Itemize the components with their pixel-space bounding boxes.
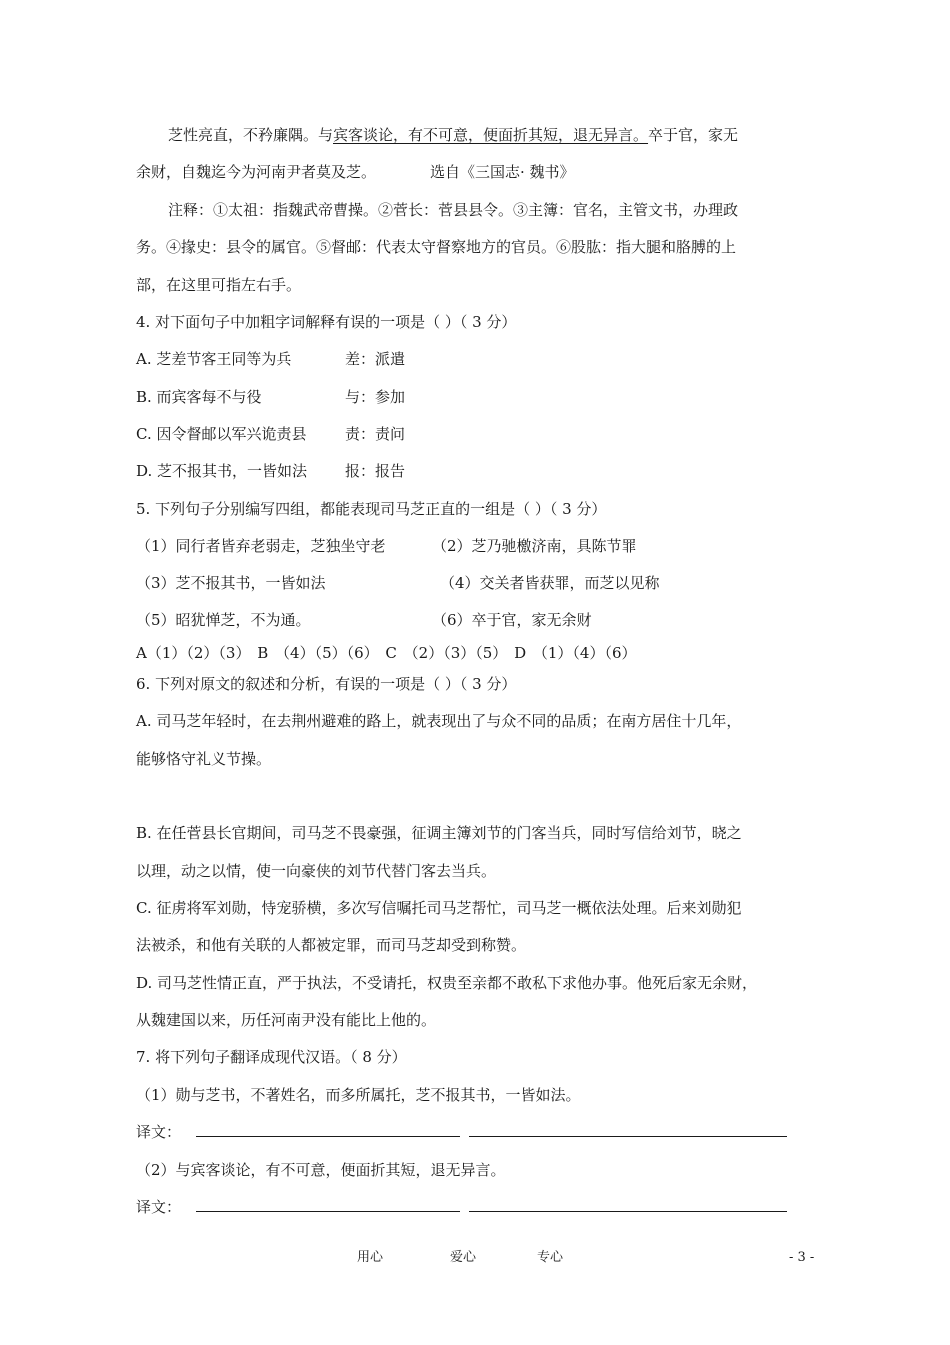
- q4-gloss-a: 差：派遣: [345, 350, 406, 368]
- answer-blank[interactable]: [469, 1122, 787, 1137]
- answer-label: 译文：: [136, 1123, 182, 1141]
- q6-option-c-line-2: 法被杀，和他有关联的人都被定罪，而司马芝却受到称赞。: [136, 936, 527, 954]
- q5-item-1: （1）同行者皆弃老弱走，芝独坐守老: [136, 537, 386, 555]
- answer-blank[interactable]: [196, 1197, 460, 1212]
- passage-line-2: 余财，自魏迄今为河南尹者莫及芝。: [136, 163, 377, 181]
- notes-line-1: 注释：①太祖：指魏武帝曹操。②菅长：菅县县令。③主簿：官名，主管文书，办理政: [168, 201, 739, 219]
- answer-blank[interactable]: [196, 1122, 460, 1137]
- answer-blank[interactable]: [469, 1197, 787, 1212]
- q5-item-3: （3）芝不报其书，一皆如法: [136, 574, 326, 592]
- page-number: - 3 -: [789, 1250, 815, 1265]
- q4-option-c: C. 因令督邮以军兴诡责县: [136, 425, 307, 443]
- q5-choices: A（1）（2）（3） B （4）（5）（6） C （2）（3）（5） D （1）（4）（6）: [136, 644, 637, 662]
- q4-gloss-c: 责：责问: [345, 425, 406, 443]
- footer-right: 专心: [537, 1250, 564, 1265]
- q4-option-a: A. 芝差节客王同等为兵: [136, 350, 292, 368]
- q7-answer-row-2: [136, 1197, 787, 1217]
- q6-option-a-line-2: 能够恪守礼义节操。: [136, 750, 272, 768]
- q7-answer-row-1: [136, 1122, 787, 1142]
- q6-option-c-line-1: C. 征虏将军刘勋，恃宠骄横，多次写信嘱托司马芝帮忙，司马芝一概依法处理。后来刘勋犯: [136, 899, 742, 917]
- passage-source: 选自《三国志· 魏书》: [430, 163, 575, 181]
- q6-option-b-line-1: B. 在任菅县长官期间，司马芝不畏豪强，征调主簿刘节的门客当兵，同时写信给刘节，晓之: [136, 824, 742, 842]
- footer-middle: 爱心: [450, 1250, 477, 1265]
- q4-stem: 4. 对下面句子中加粗字词解释有误的一项是（ ）（ 3 分）: [136, 313, 517, 331]
- q5-item-6: （6）卒于官，家无余财: [432, 611, 592, 629]
- q6-option-a-line-1: A. 司马芝年轻时，在去荆州避难的路上，就表现出了与众不同的品质；在南方居住十几年，: [136, 712, 742, 730]
- underlined-sentence: 宾客谈论，有不可意，便面折其短，退无异言。: [333, 126, 649, 144]
- q6-stem: 6. 下列对原文的叙述和分析，有误的一项是（ ）（ 3 分）: [136, 675, 517, 693]
- notes-line-2: 务。④掾史：县令的属官。⑤督邮：代表太守督察地方的官员。⑥股肱：指大腿和胳膊的上: [136, 238, 737, 256]
- q6-option-b-line-2: 以理，动之以情，使一向豪侠的刘节代替门客去当兵。: [136, 862, 497, 880]
- q5-item-5: （5）昭犹惮芝，不为通。: [136, 611, 311, 629]
- passage-line-1: [168, 125, 738, 145]
- q5-stem: 5. 下列句子分别编写四组，都能表现司马芝正直的一组是（ ）（ 3 分）: [136, 500, 607, 518]
- q7-stem: 7. 将下列句子翻译成现代汉语。（ 8 分）: [136, 1048, 407, 1066]
- q7-sentence-1: （1）勋与芝书，不著姓名，而多所属托，芝不报其书，一皆如法。: [136, 1086, 581, 1104]
- notes-line-3: 部，在这里可指左右手。: [136, 276, 302, 294]
- q7-sentence-2: （2）与宾客谈论，有不可意，便面折其短，退无异言。: [136, 1161, 506, 1179]
- answer-label: 译文：: [136, 1198, 182, 1216]
- q6-option-d-line-2: 从魏建国以来，历任河南尹没有能比上他的。: [136, 1011, 437, 1029]
- q4-option-d: D. 芝不报其书，一皆如法: [136, 462, 308, 480]
- q4-option-b: B. 而宾客每不与役: [136, 388, 262, 406]
- footer-left: 用心: [357, 1250, 384, 1265]
- q5-item-4: （4）交关者皆获罪，而芝以见称: [440, 574, 660, 592]
- passage-text: 芝性亮直，不矜廉隅。与: [168, 126, 334, 144]
- q4-gloss-d: 报：报告: [345, 462, 406, 480]
- q5-item-2: （2）芝乃驰檄济南，具陈节罪: [432, 537, 637, 555]
- q4-gloss-b: 与：参加: [345, 388, 406, 406]
- passage-text-end: 卒于官，家无: [648, 126, 739, 144]
- q6-option-d-line-1: D. 司马芝性情正直，严于执法，不受请托，权贵至亲都不敢私下求他办事。他死后家无余财，: [136, 974, 758, 992]
